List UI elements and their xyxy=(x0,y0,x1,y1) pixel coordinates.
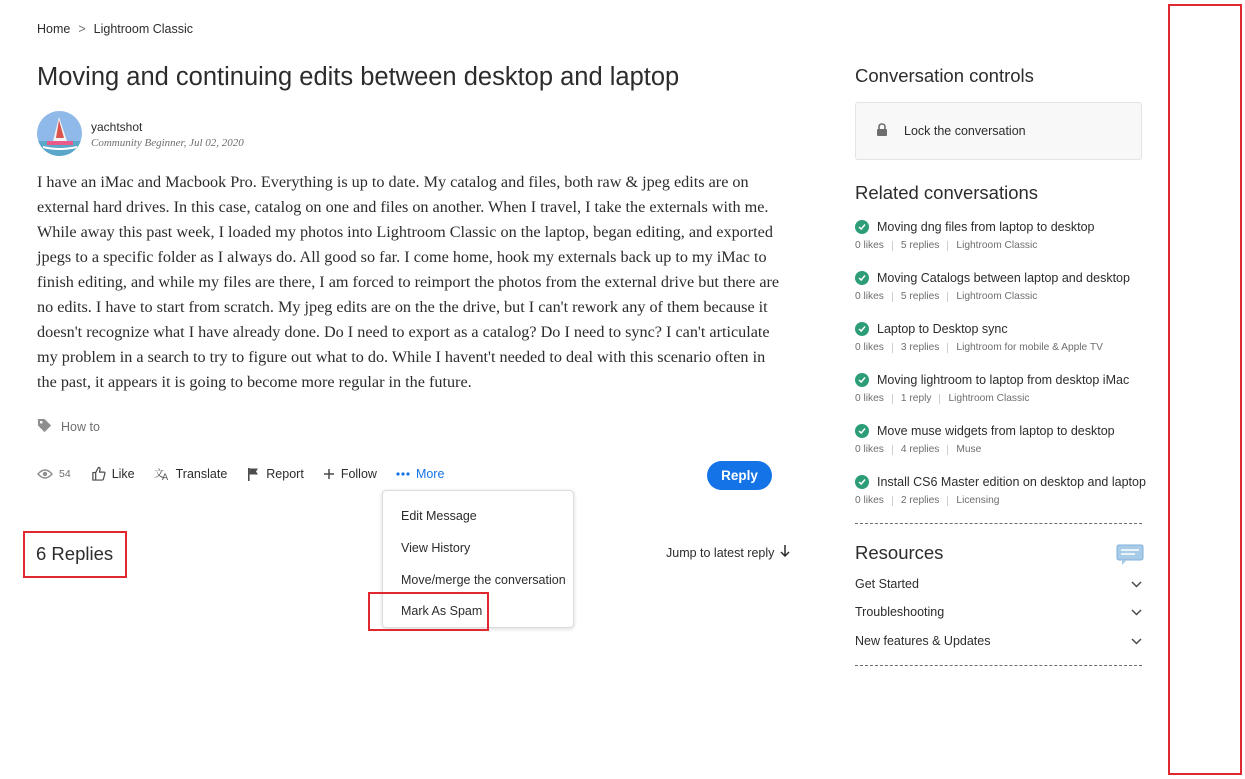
menu-item-move-merge[interactable]: Move/merge the conversation xyxy=(401,573,566,587)
divider xyxy=(855,665,1142,666)
related-likes: 0 likes xyxy=(855,495,884,506)
related-replies: 3 replies xyxy=(900,342,940,353)
related-likes: 0 likes xyxy=(855,240,884,251)
reply-button[interactable]: Reply xyxy=(707,461,772,490)
author-meta: Community Beginner, Jul 02, 2020 xyxy=(91,137,244,149)
check-icon xyxy=(855,424,869,438)
related-replies: 2 replies xyxy=(900,495,940,506)
menu-item-view-history[interactable]: View History xyxy=(401,541,471,555)
chevron-down-icon xyxy=(1131,605,1142,619)
chevron-down-icon xyxy=(1131,634,1142,648)
chat-bubbles-icon xyxy=(1116,544,1144,571)
related-likes: 0 likes xyxy=(855,444,884,455)
resource-new-features[interactable] xyxy=(855,634,1142,648)
lock-conversation-label: Lock the conversation xyxy=(904,124,1026,138)
page-title: Moving and continuing edits between desktop and laptop xyxy=(37,63,680,91)
highlight-box-replies xyxy=(23,531,127,578)
tag-label: How to xyxy=(61,420,100,434)
translate-label: Translate xyxy=(175,466,228,481)
resource-troubleshooting[interactable] xyxy=(855,605,1142,619)
resource-label: New features & Updates xyxy=(855,634,991,648)
flag-icon xyxy=(246,467,260,481)
related-likes: 0 likes xyxy=(855,342,884,353)
plus-icon xyxy=(323,468,335,480)
views-value: 54 xyxy=(59,467,71,480)
related-forum[interactable]: Lightroom Classic xyxy=(956,291,1038,302)
post-date: Jul 02, 2020 xyxy=(189,137,244,149)
related-likes: 0 likes xyxy=(855,393,884,404)
menu-item-mark-as-spam[interactable]: Mark As Spam xyxy=(401,604,483,618)
related-item[interactable] xyxy=(855,475,1145,506)
follow-button[interactable] xyxy=(323,467,377,481)
related-forum[interactable]: Muse xyxy=(956,444,982,455)
related-item[interactable] xyxy=(855,271,1145,302)
related-title[interactable]: Move muse widgets from laptop to desktop xyxy=(877,424,1115,438)
svg-text:A: A xyxy=(161,472,168,481)
breadcrumb-home-link[interactable]: Home xyxy=(37,22,71,36)
follow-label: Follow xyxy=(340,466,377,481)
eye-icon xyxy=(37,468,53,480)
check-icon xyxy=(855,271,869,285)
views-count xyxy=(37,468,71,480)
chevron-down-icon xyxy=(1131,577,1142,591)
lock-conversation-button[interactable] xyxy=(855,102,1142,160)
related-title[interactable]: Moving Catalogs between laptop and desktop xyxy=(877,271,1130,285)
tag-icon xyxy=(37,418,52,436)
resources-heading: Resources xyxy=(855,542,944,563)
ellipsis-icon xyxy=(396,472,410,476)
author-name[interactable]: yachtshot xyxy=(91,120,143,134)
like-button[interactable] xyxy=(91,466,135,481)
related-forum[interactable]: Lightroom for mobile & Apple TV xyxy=(956,342,1103,353)
related-replies: 5 replies xyxy=(900,291,940,302)
post-tag[interactable] xyxy=(37,418,100,436)
post-body: I have an iMac and Macbook Pro. Everything is up to date. My catalog and files, both raw & jpeg edits are on external hard drives. In this case, catalog on one and files on another. When I travel, I take the externals with me. While away this past week, I loaded my photos into Lightroom Classic on the laptop, began editing, and exported jpegs to a specific folder as I always do. All good so far. I come home, hook my externals back up to my iMac to finish editing, and while my files are there, I am forced to reimport the photos from the external drive but there are no edits. I have to start from scratch. My jpeg edits are on the the drive, but I can't rework any of them because it doesn't recognize what I have already done. Do I need to export as a catalog? Do I need to sync? I can't articulate my problem in a search to try to figure out what to do. While I havent't needed to deal with this scenario often in the past, it appears it is going to become more regular in the future. xyxy=(37,173,780,391)
more-button[interactable] xyxy=(396,467,444,481)
related-item[interactable] xyxy=(855,220,1145,251)
report-button[interactable] xyxy=(246,467,304,481)
check-icon xyxy=(855,475,869,489)
resource-label: Get Started xyxy=(855,577,919,591)
related-title[interactable]: Moving dng files from laptop to desktop xyxy=(877,220,1095,234)
translate-button[interactable] xyxy=(154,467,228,481)
resource-get-started[interactable] xyxy=(855,577,1142,591)
jump-label: Jump to latest reply xyxy=(666,545,775,560)
lock-icon xyxy=(876,123,888,139)
avatar[interactable] xyxy=(37,111,82,156)
resource-label: Troubleshooting xyxy=(855,605,945,619)
related-title[interactable]: Moving lightroom to laptop from desktop iMac xyxy=(877,373,1130,387)
related-item[interactable] xyxy=(855,322,1145,353)
related-conversations-heading: Related conversations xyxy=(855,182,1039,203)
svg-text:文: 文 xyxy=(153,468,164,480)
related-likes: 0 likes xyxy=(855,291,884,302)
related-forum[interactable]: Lightroom Classic xyxy=(956,240,1038,251)
breadcrumb-separator: > xyxy=(78,22,86,36)
related-item[interactable] xyxy=(855,373,1145,404)
related-title[interactable]: Laptop to Desktop sync xyxy=(877,322,1008,336)
more-label: More xyxy=(415,466,445,481)
post-action-bar xyxy=(37,466,463,481)
highlight-box-mark-spam xyxy=(368,592,489,631)
report-label: Report xyxy=(266,466,304,481)
thumbs-up-icon xyxy=(91,466,106,481)
conversation-controls-heading: Conversation controls xyxy=(855,65,1034,86)
breadcrumb xyxy=(37,22,193,36)
related-forum[interactable]: Licensing xyxy=(956,495,1000,506)
related-replies: 5 replies xyxy=(900,240,940,251)
related-title[interactable]: Install CS6 Master edition on desktop and laptop xyxy=(877,475,1146,489)
highlight-box-right-edge xyxy=(1168,4,1242,775)
replies-count: 6 Replies xyxy=(36,543,114,564)
menu-item-edit-message[interactable]: Edit Message xyxy=(401,509,477,523)
related-replies: 1 reply xyxy=(900,393,932,404)
related-forum[interactable]: Lightroom Classic xyxy=(948,393,1030,404)
related-item[interactable] xyxy=(855,424,1145,455)
like-label: Like xyxy=(111,466,135,481)
arrow-down-icon xyxy=(780,545,790,560)
related-replies: 4 replies xyxy=(900,444,940,455)
jump-to-latest-reply-link[interactable] xyxy=(666,545,790,560)
check-icon xyxy=(855,220,869,234)
divider xyxy=(855,523,1142,524)
author-rank: Community Beginner xyxy=(91,137,184,149)
check-icon xyxy=(855,322,869,336)
check-icon xyxy=(855,373,869,387)
breadcrumb-current-link[interactable]: Lightroom Classic xyxy=(93,22,193,36)
translate-icon xyxy=(154,467,170,481)
